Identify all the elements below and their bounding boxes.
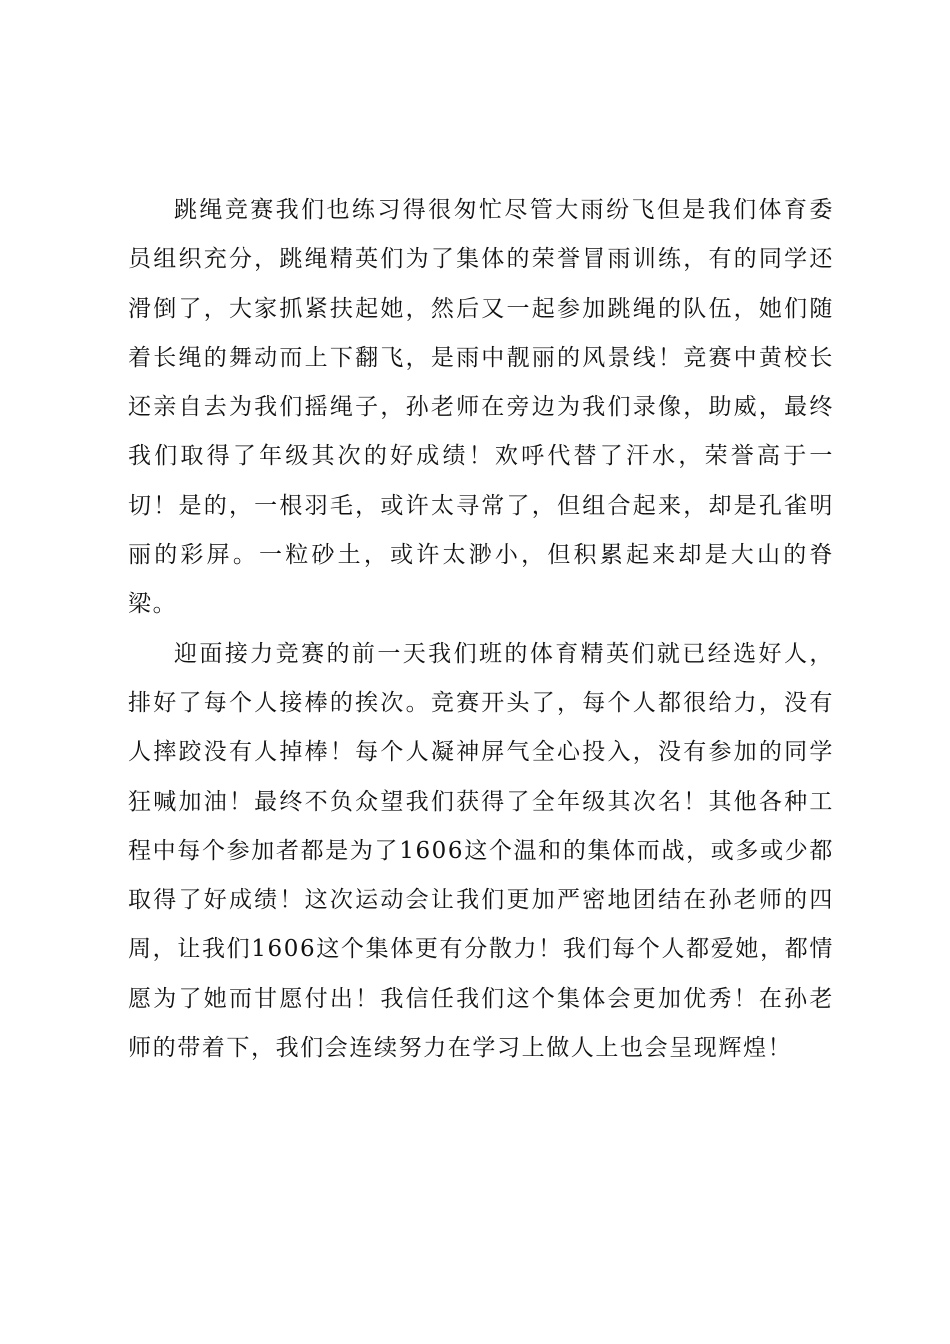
- paragraph-relay-race: 迎面接力竞赛的前一天我们班的体育精英们就已经选好人，排好了每个人接棒的挨次。竞赛开头了，每个人都很给力，没有人摔跤没有人掉棒！每个人凝神屏气全心投入，没有参加的同学狂喊加油！最终不负众望我们获得了全年级其次名！其他各种工程中每个参加者都是为了1606这个温和的集体而战，或多或少都取得了好成绩！这次运动会让我们更加严密地团结在孙老师的四周，让我们1606这个集体更有分散力！我们每个人都爱她，都情愿为了她而甘愿付出！我信任我们这个集体会更加优秀！在孙老师的带着下，我们会连续努力在学习上做人上也会呈现辉煌！: [128, 640, 834, 1062]
- paragraph-rope-skipping: 跳绳竞赛我们也练习得很匆忙尽管大雨纷飞但是我们体育委员组织充分，跳绳精英们为了集体的荣誉冒雨训练，有的同学还滑倒了，大家抓紧扶起她，然后又一起参加跳绳的队伍，她们随着长绳的舞动而上下翻飞，是雨中靓丽的风景线！竞赛中黄校长还亲自去为我们摇绳子，孙老师在旁边为我们录像，助威，最终我们取得了年级其次的好成绩！欢呼代替了汗水，荣誉高于一切！是的，一根羽毛，或许太寻常了，但组合起来，却是孔雀明丽的彩屏。一粒砂土，或许太渺小，但积累起来却是大山的脊梁。: [128, 197, 834, 618]
- document-body: [128, 186, 834, 1073]
